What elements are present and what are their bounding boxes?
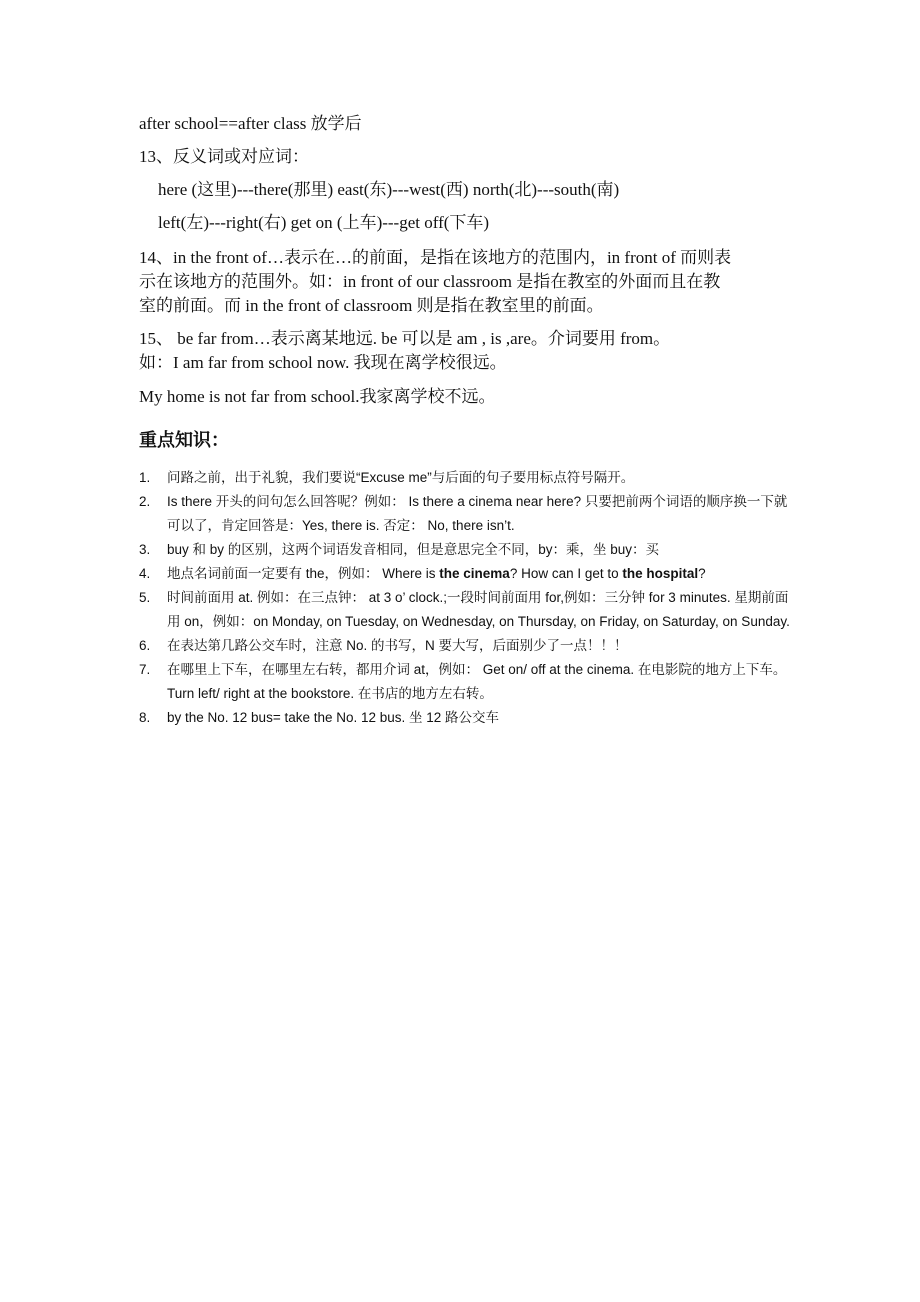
list-item-text-part: ? xyxy=(698,566,706,581)
list-item xyxy=(139,538,799,562)
list-item xyxy=(139,658,799,706)
list-item xyxy=(139,706,799,730)
doc-line-14-c: 室的前面。而 in the front of classroom 则是指在教室里的前面。 xyxy=(139,296,604,315)
doc-line-after-school: after school==after class 放学后 xyxy=(139,114,362,133)
list-item xyxy=(139,466,799,490)
doc-line-15-b: 如：I am far from school now. 我现在离学校很远。 xyxy=(139,353,507,372)
list-item-number: 6. xyxy=(139,638,151,653)
list-item-number: 5. xyxy=(139,590,151,605)
doc-line-antonyms-1: here (这里)---there(那里) east(东)---west(西) north(北)---south(南) xyxy=(158,180,620,199)
list-item xyxy=(139,634,799,658)
key-points-list xyxy=(139,466,799,730)
doc-line-14-a: 14、in the front of…表示在…的前面，是指在该地方的范围内，in front of 而则表 xyxy=(139,248,732,267)
list-item-text-part: ? How can I get to xyxy=(509,566,623,581)
list-item-text: 时间前面用 at. 例如：在三点钟： at 3 o’ clock.;一段时间前面用 for,例如：三分钟 for 3 minutes. 星期前面用 on，例如：on Monday, on Tuesday, on Wednesday, on Thursday, on Friday, on Saturday, on Sunday. xyxy=(167,590,790,629)
list-item-text: buy 和 by 的区别，这两个词语发音相同，但是意思完全不同，by：乘，坐 buy：买 xyxy=(167,542,660,557)
list-item xyxy=(139,490,799,538)
list-item-text: 问路之前，出于礼貌，我们要说“Excuse me”与后面的句子要用标点符号隔开。 xyxy=(167,470,635,485)
bold-phrase-the-cinema: the cinema xyxy=(439,566,510,581)
list-item-text xyxy=(167,562,799,586)
list-item-number: 4. xyxy=(139,566,151,581)
list-item xyxy=(139,586,799,634)
doc-line-antonyms-2: left(左)---right(右) get on (上车)---get off(下车) xyxy=(158,213,490,232)
doc-line-my-home: My home is not far from school.我家离学校不远。 xyxy=(139,387,496,406)
list-item-number: 8. xyxy=(139,710,151,725)
list-item-number: 7. xyxy=(139,662,151,677)
list-item-text: 在表达第几路公交车时，注意 No. 的书写，N 要大写，后面别少了一点！！！ xyxy=(167,638,628,653)
list-item-number: 3. xyxy=(139,542,151,557)
list-item-text: Is there 开头的问句怎么回答呢？例如： Is there a cinema near here? 只要把前两个词语的顺序换一下就可以了，肯定回答是：Yes, there is. 否定： No, there isn’t. xyxy=(167,494,788,533)
list-item xyxy=(139,562,799,586)
list-item-number: 2. xyxy=(139,494,151,509)
doc-line-13-title: 13、反义词或对应词： xyxy=(139,147,309,166)
key-points-heading: 重点知识： xyxy=(139,430,229,451)
doc-line-15-a: 15、 be far from…表示离某地远. be 可以是 am , is ,are。介词要用 from。 xyxy=(139,329,671,348)
list-item-text: by the No. 12 bus= take the No. 12 bus. 坐 12 路公交车 xyxy=(167,710,500,725)
bold-phrase-the-hospital: the hospital xyxy=(622,566,699,581)
list-item-number: 1. xyxy=(139,470,151,485)
doc-line-14-b: 示在该地方的范围外。如：in front of our classroom 是指在教室的外面而且在教 xyxy=(139,272,721,291)
list-item-text-part: 地点名词前面一定要有 the，例如： Where is xyxy=(167,566,440,581)
list-item-text: 在哪里上下车，在哪里左右转，都用介词 at，例如： Get on/ off at the cinema. 在电影院的地方上下车。 Turn left/ right at the bookstore. 在书店的地方左右转。 xyxy=(167,662,787,701)
